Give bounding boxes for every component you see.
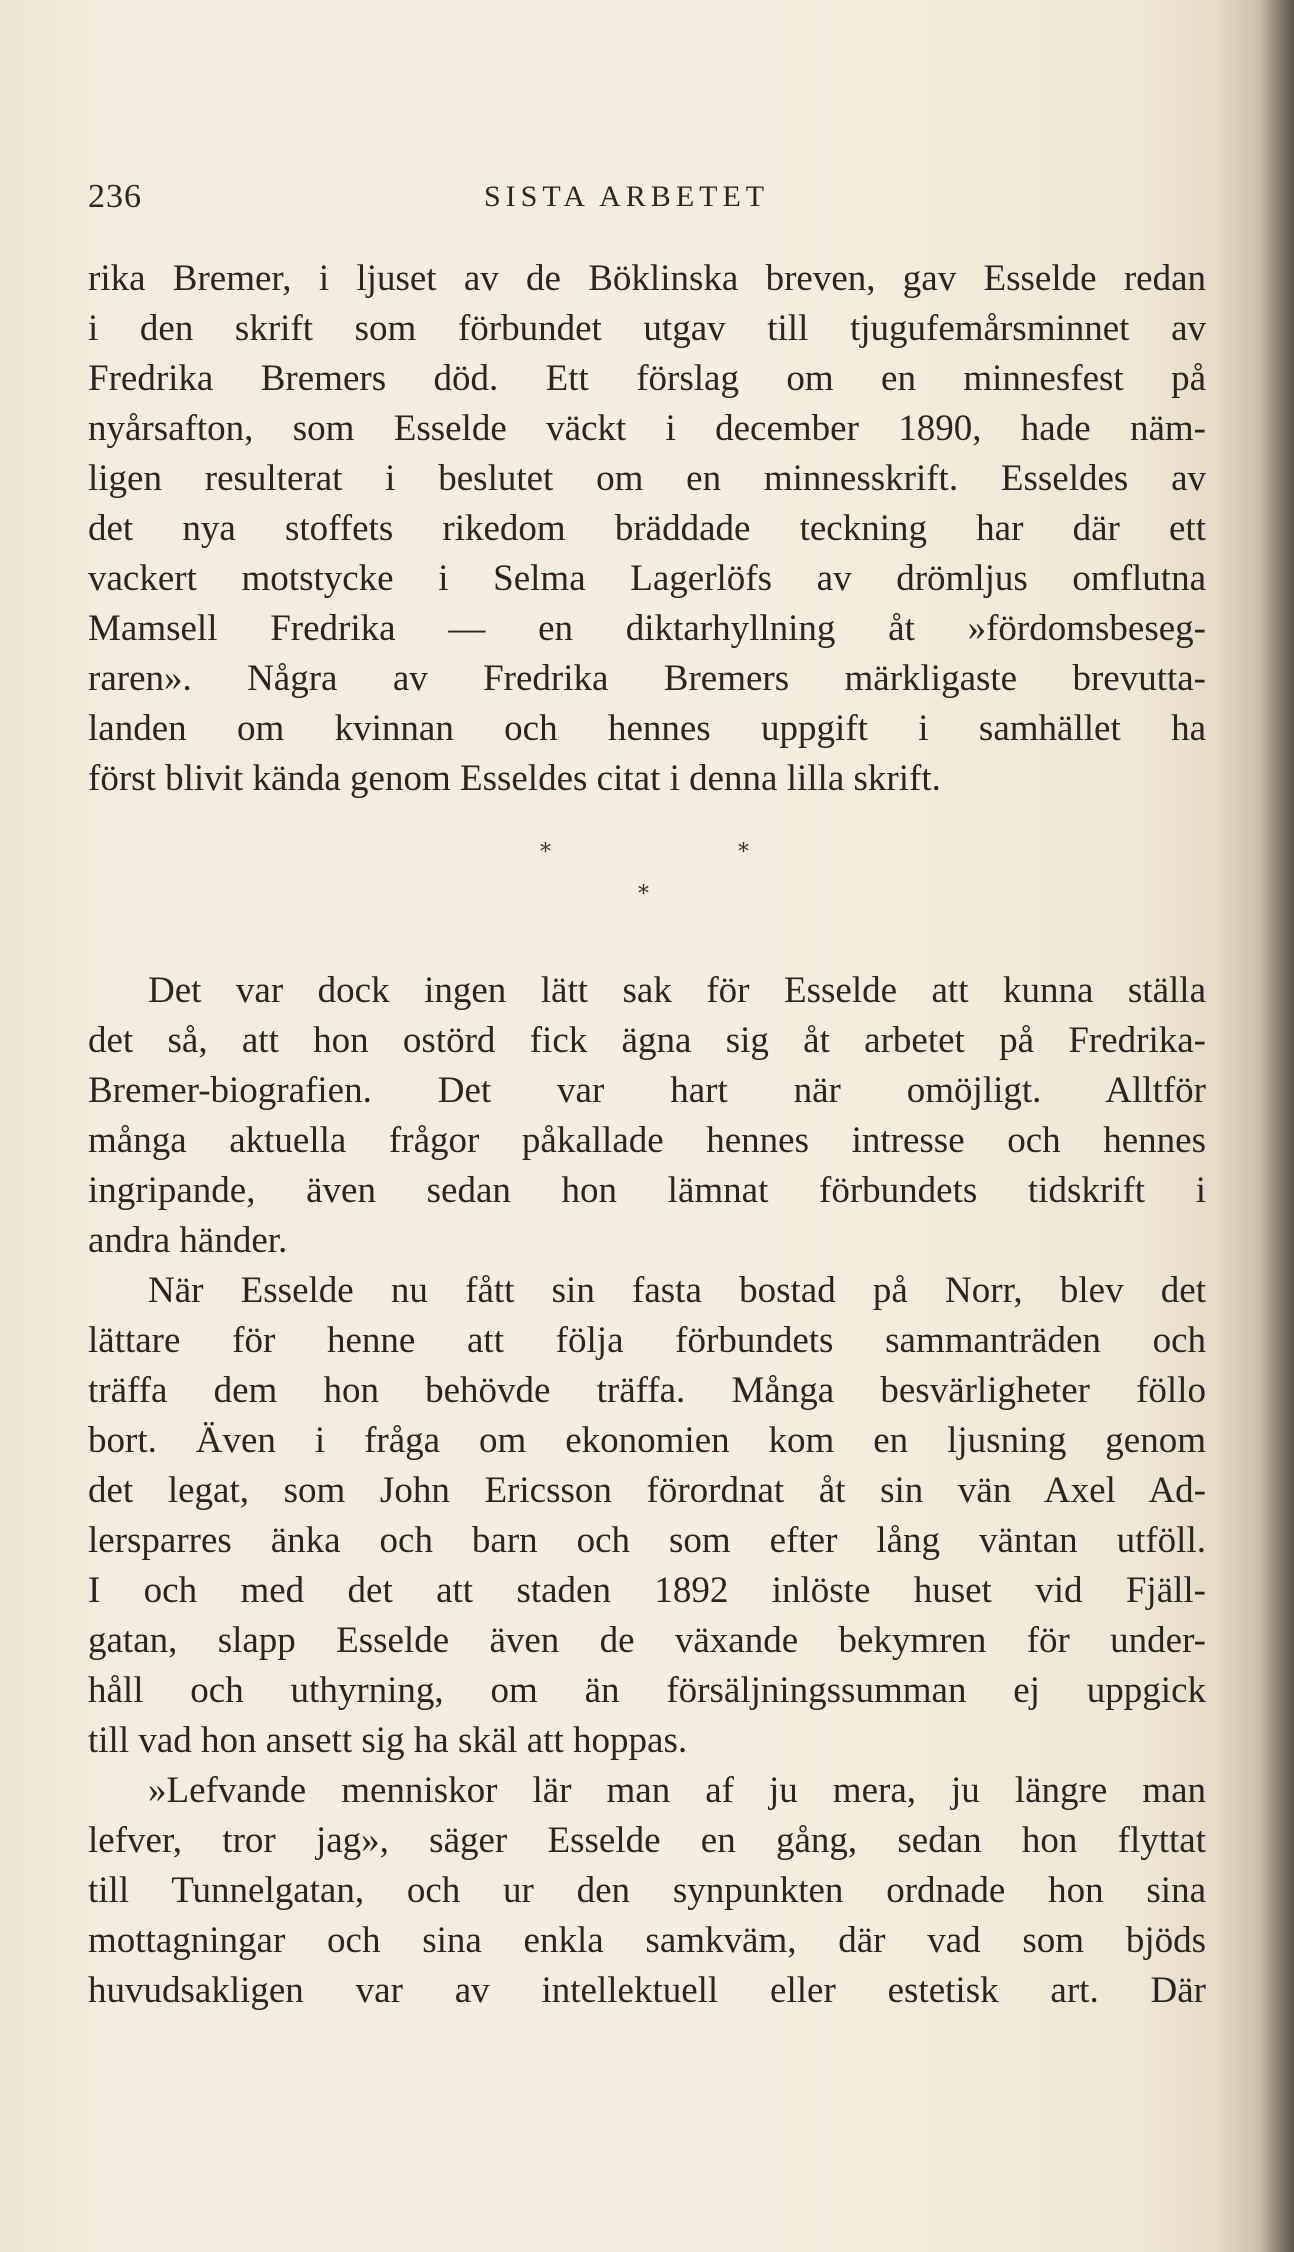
text-line: först blivit kända genom Esseldes citat i denna lilla skrift. [88,758,941,799]
text-line: bort. Även i fråga om ekonomien kom en ljusning genom [88,1420,1206,1461]
text-line: det legat, som John Ericsson förordnat åt sin vän Axel Ad- [88,1470,1206,1511]
text-line: Mamsell Fredrika — en diktarhyllning åt »fördomsbeseg- [88,608,1206,649]
asterisk-icon: * [738,840,749,865]
text-line: »Lefvande menniskor lär man af ju mera, ju längre man [148,1770,1206,1811]
text-line: till vad hon ansett sig ha skäl att hoppas. [88,1720,688,1761]
text-line: håll och uthyrning, om än försäljningssumman ej uppgick [88,1670,1206,1711]
text-line: i den skrift som förbundet utgav till tjugufemårsminnet av [88,308,1206,349]
text-line: Bremer-biografien. Det var hart när omöjligt. Alltför [88,1070,1206,1111]
page-number: 236 [88,178,142,215]
text-line: raren». Några av Fredrika Bremers märkligaste brevutta- [88,658,1206,699]
text-line: vackert motstycke i Selma Lagerlöfs av drömljus omflutna [88,558,1206,599]
text-line: nyårsafton, som Esselde väckt i december 1890, hade näm- [88,408,1206,449]
text-line: rika Bremer, i ljuset av de Böklinska breven, gav Esselde redan [88,258,1206,299]
text-line: lersparres änka och barn och som efter lång väntan utföll. [88,1520,1206,1561]
page-edge-shadow [1260,0,1294,2252]
text-line: När Esselde nu fått sin fasta bostad på Norr, blev det [148,1270,1206,1311]
text-line: lättare för henne att följa förbundets sammanträden och [88,1320,1206,1361]
text-line: det så, att hon ostörd fick ägna sig åt arbetet på Fredrika- [88,1020,1206,1061]
paragraph-continued [88,254,1206,804]
text-line: mottagningar och sina enkla samkväm, där vad som bjöds [88,1920,1206,1961]
asterisk-icon: * [638,882,649,907]
asterisk-icon: * [540,840,551,865]
section-body [88,966,1206,2016]
text-line: ingripande, även sedan hon lämnat förbundets tidskrift i [88,1170,1206,1211]
text-line: träffa dem hon behövde träffa. Många besvärligheter föllo [88,1370,1206,1411]
text-line: det nya stoffets rikedom bräddade teckning har där ett [88,508,1206,549]
text-line: landen om kvinnan och hennes uppgift i samhället ha [88,708,1206,749]
text-line: många aktuella frågor påkallade hennes intresse och hennes [88,1120,1206,1161]
running-head: SISTA ARBETET [484,180,770,213]
text-line: I och med det att staden 1892 inlöste huset vid Fjäll- [88,1570,1206,1611]
text-line: gatan, slapp Esselde även de växande bekymren för under- [88,1620,1206,1661]
text-line: till Tunnelgatan, och ur den synpunkten ordnade hon sina [88,1870,1206,1911]
text-line: andra händer. [88,1220,288,1261]
text-line: Fredrika Bremers död. Ett förslag om en minnesfest på [88,358,1206,399]
text-line: huvudsakligen var av intellektuell eller estetisk art. Där [88,1970,1206,2011]
text-line: ligen resulterat i beslutet om en minnesskrift. Esseldes av [88,458,1206,499]
text-line: Det var dock ingen lätt sak för Esselde att kunna ställa [148,970,1206,1011]
text-line: lefver, tror jag», säger Esselde en gång, sedan hon flyttat [88,1820,1206,1861]
section-divider-asterism [520,832,760,922]
